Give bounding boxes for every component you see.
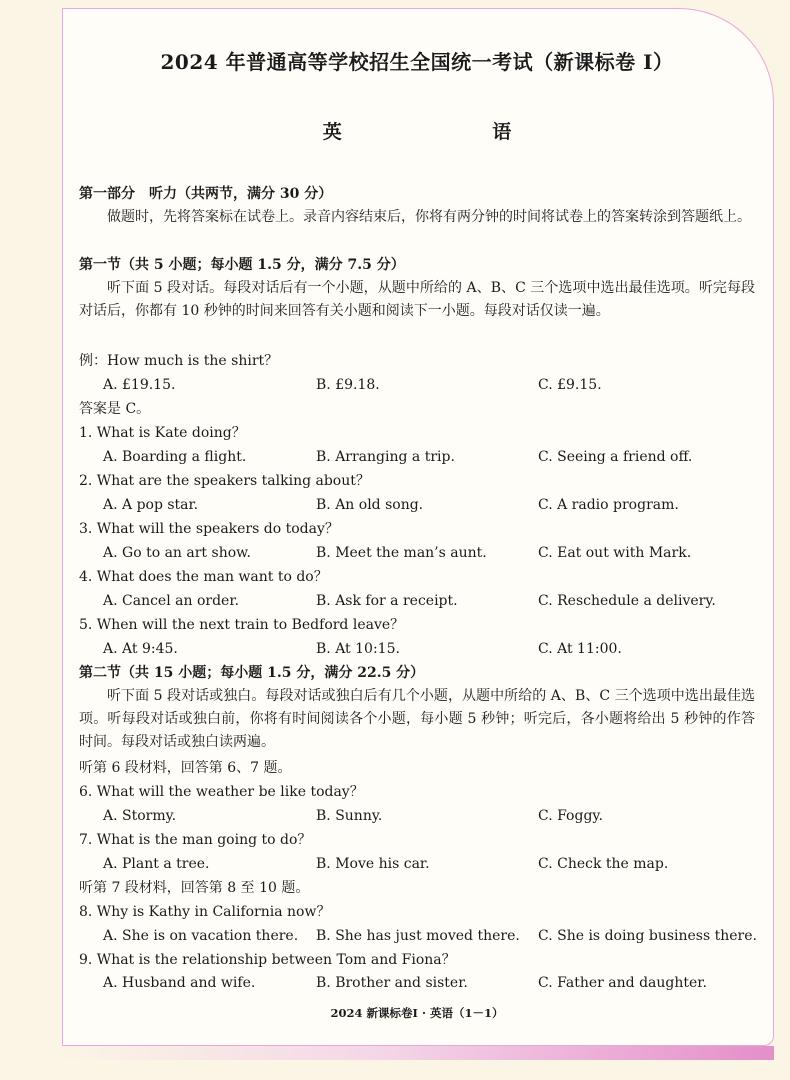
q6-option-b: B. Sunny. <box>316 808 383 824</box>
part1-intro: 做题时，先将答案标在试卷上。录音内容结束后，你将有两分钟的时间将试卷上的答案转涂到答题纸上。 <box>107 209 751 225</box>
q1-option-c: C. Seeing a friend off. <box>538 449 693 465</box>
passage7-instruction: 听第 7 段材料，回答第 8 至 10 题。 <box>79 880 310 896</box>
exam-page <box>62 8 774 1046</box>
question-9: 9. What is the relationship between Tom and Fiona？ <box>79 952 456 968</box>
q9-option-a: A. Husband and wife. <box>103 975 256 991</box>
q7-option-b: B. Move his car. <box>316 856 430 872</box>
q7-option-c: C. Check the map. <box>538 856 669 872</box>
q1-option-a: A. Boarding a flight. <box>103 449 247 465</box>
passage6-instruction: 听第 6 段材料，回答第 6、7 题。 <box>79 760 292 776</box>
q9-option-b: B. Brother and sister. <box>316 975 468 991</box>
subject-title: 英 语 <box>322 121 560 143</box>
q5-option-c: C. At 11:00. <box>538 641 622 657</box>
question-1: 1. What is Kate doing？ <box>79 425 246 441</box>
q4-option-a: A. Cancel an order. <box>103 593 239 609</box>
q2-option-b: B. An old song. <box>316 497 424 513</box>
q3-option-b: B. Meet the man’s aunt. <box>316 545 487 561</box>
q1-option-b: B. Arranging a trip. <box>316 449 455 465</box>
exam-title: 2024 年普通高等学校招生全国统一考试（新课标卷 Ⅰ） <box>160 50 674 74</box>
decorative-bottom-bar <box>62 1046 774 1060</box>
example-question: 例：How much is the shirt？ <box>79 353 279 369</box>
section1-heading: 第一节（共 5 小题；每小题 1.5 分，满分 7.5 分） <box>79 257 405 273</box>
q5-option-a: A. At 9:45. <box>103 641 178 657</box>
question-5: 5. When will the next train to Bedford leave？ <box>79 617 405 633</box>
question-6: 6. What will the weather be like today？ <box>79 784 364 800</box>
question-8: 8. Why is Kathy in California now？ <box>79 904 331 920</box>
example-option-b: B. £9.18. <box>316 377 380 393</box>
question-3: 3. What will the speakers do today？ <box>79 521 339 537</box>
q4-option-c: C. Reschedule a delivery. <box>538 593 716 609</box>
example-answer: 答案是 C。 <box>79 401 151 417</box>
example-option-a: A. £19.15. <box>103 377 176 393</box>
question-4: 4. What does the man want to do？ <box>79 569 328 585</box>
section1-intro: 听下面 5 段对话。每段对话后有一个小题，从题中所给的 A、B、C 三个选项中选出最佳选项。听完每段对话后，你都有 10 秒钟的时间来回答有关小题和阅读下一小题。每段对话仅读一遍。 <box>79 280 755 319</box>
part1-heading: 第一部分 听力（共两节，满分 30 分） <box>79 186 333 202</box>
q8-option-b: B. She has just moved there. <box>316 928 520 944</box>
q3-option-a: A. Go to an art show. <box>103 545 251 561</box>
section2-heading: 第二节（共 15 小题；每小题 1.5 分，满分 22.5 分） <box>79 665 425 681</box>
q9-option-c: C. Father and daughter. <box>538 975 707 991</box>
page-footer: 2024 新课标卷Ⅰ · 英语（1－1） <box>330 1006 504 1020</box>
q6-option-c: C. Foggy. <box>538 808 603 824</box>
example-option-c: C. £9.15. <box>538 377 602 393</box>
q8-option-a: A. She is on vacation there. <box>103 928 299 944</box>
question-7: 7. What is the man going to do？ <box>79 832 312 848</box>
q6-option-a: A. Stormy. <box>103 808 177 824</box>
q3-option-c: C. Eat out with Mark. <box>538 545 692 561</box>
q2-option-a: A. A pop star. <box>103 497 199 513</box>
q8-option-c: C. She is doing business there. <box>538 928 757 944</box>
q5-option-b: B. At 10:15. <box>316 641 400 657</box>
q4-option-b: B. Ask for a receipt. <box>316 593 458 609</box>
q2-option-c: C. A radio program. <box>538 497 679 513</box>
q7-option-a: A. Plant a tree. <box>103 856 210 872</box>
section2-intro: 听下面 5 段对话或独白。每段对话或独白后有几个小题，从题中所给的 A、B、C 三个选项中选出最佳选项。听每段对话或独白前，你将有时间阅读各个小题，每小题 5 秒钟；听完后，各小题将给出 5 秒钟的作答时间。每段对话或独白读两遍。 <box>79 688 755 750</box>
question-2: 2. What are the speakers talking about？ <box>79 473 370 489</box>
